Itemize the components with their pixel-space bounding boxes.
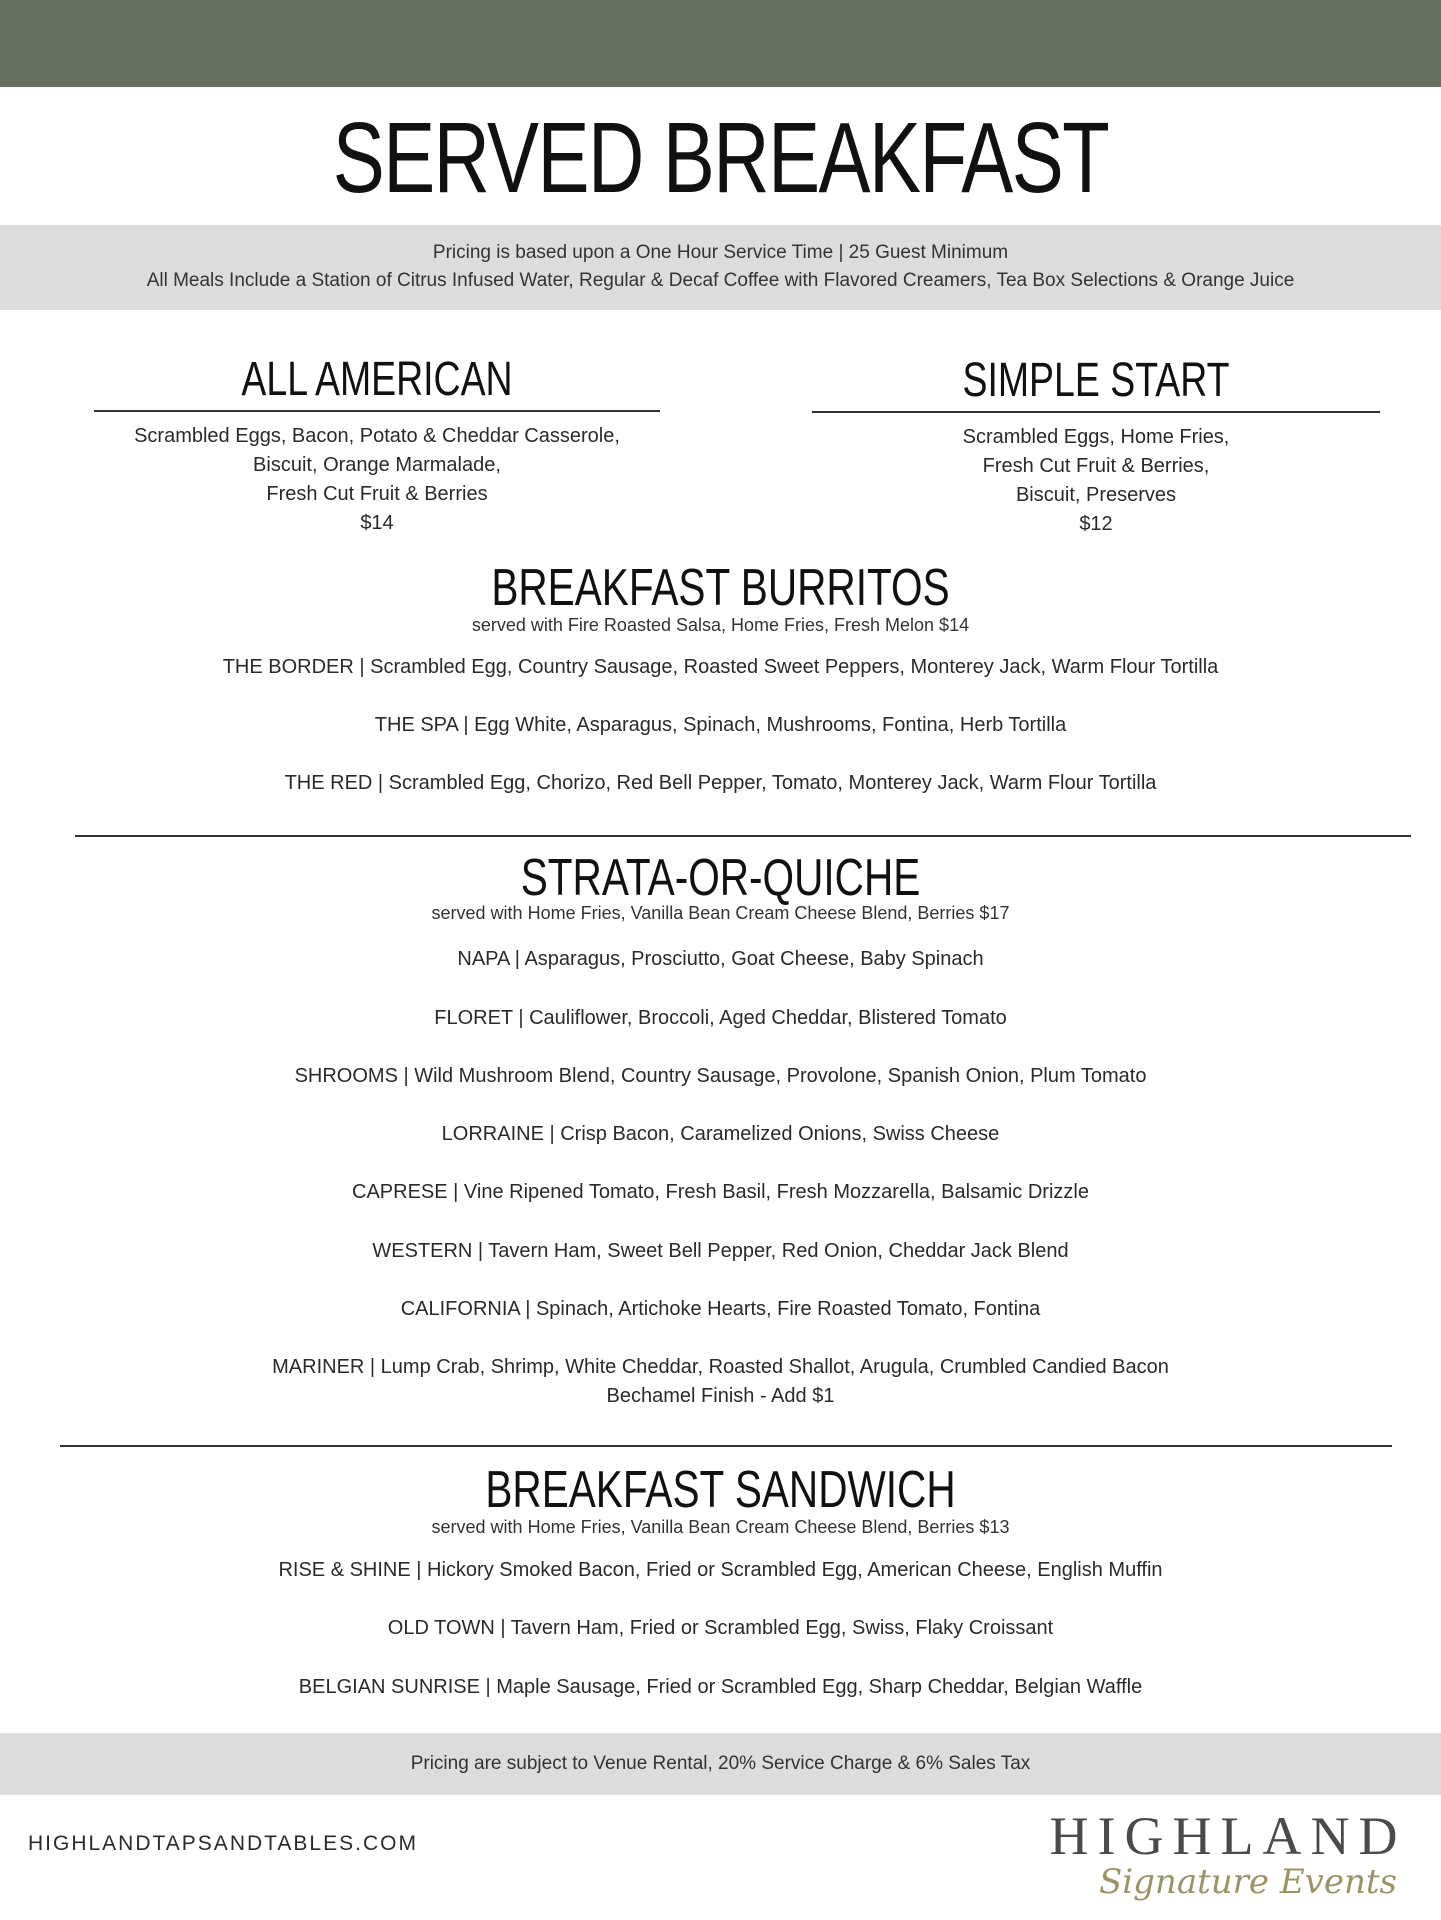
simple-start-line: Scrambled Eggs, Home Fries, [962,426,1230,448]
simple-start-section [812,355,1380,539]
info-line-pricing: Pricing is based upon a One Hour Service Time | 25 Guest Minimum [432,242,1009,263]
burrito-item: THE RED | Scrambled Egg, Chorizo, Red Bell Pepper, Tomato, Monterey Jack, Warm Flour Tortilla [284,772,1157,794]
sandwich-title: BREAKFAST SANDWICH [485,1461,956,1519]
all-american-line: Biscuit, Orange Marmalade, [253,454,501,476]
info-banner [0,225,1441,310]
simple-start-title: SIMPLE START [962,354,1230,407]
strata-item: CAPRESE | Vine Ripened Tomato, Fresh Basil, Fresh Mozzarella, Balsamic Drizzle [352,1181,1089,1203]
all-american-rule [94,410,660,412]
strata-item: WESTERN | Tavern Ham, Sweet Bell Pepper, Red Onion, Cheddar Jack Blend [372,1240,1069,1262]
simple-start-line: Biscuit, Preserves [1015,484,1177,506]
strata-subtitle: served with Home Fries, Vanilla Bean Cream Cheese Blend, Berries $17 [431,903,1010,923]
burritos-subtitle: served with Fire Roasted Salsa, Home Fries, Fresh Melon $14 [471,615,970,635]
simple-start-line: Fresh Cut Fruit & Berries, [982,455,1210,477]
burritos-title: BREAKFAST BURRITOS [491,559,950,617]
all-american-section [94,354,660,538]
section-divider [60,1445,1392,1447]
all-american-title: ALL AMERICAN [241,353,513,406]
top-color-band [0,0,1441,87]
section-divider [75,835,1411,837]
strata-title: STRATA-OR-QUICHE [520,849,921,907]
pricing-notice-banner: Pricing are subject to Venue Rental, 20% Service Charge & 6% Sales Tax [0,1733,1441,1795]
strata-item: FLORET | Cauliflower, Broccoli, Aged Cheddar, Blistered Tomato [434,1007,1007,1029]
strata-item: CALIFORNIA | Spinach, Artichoke Hearts, Fire Roasted Tomato, Fontina [400,1298,1041,1320]
burrito-item: THE BORDER | Scrambled Egg, Country Sausage, Roasted Sweet Peppers, Monterey Jack, Warm Flour Tortilla [222,656,1219,678]
strata-item: SHROOMS | Wild Mushroom Blend, Country Sausage, Provolone, Spanish Onion, Plum Tomato [294,1065,1147,1087]
sandwich-item: BELGIAN SUNRISE | Maple Sausage, Fried or Scrambled Egg, Sharp Cheddar, Belgian Waffle [298,1676,1143,1698]
all-american-line: Fresh Cut Fruit & Berries [266,483,488,505]
info-line-included: All Meals Include a Station of Citrus Infused Water, Regular & Decaf Coffee with Flavored Creamers, Tea Box Selections & Orange Juice [146,270,1295,291]
website-link[interactable]: HIGHLANDTAPSANDTABLES.COM [28,1832,418,1855]
highland-logo [1038,1806,1418,1916]
logo-script-text: Signature Events [1099,1862,1397,1902]
simple-start-price: $12 [1079,513,1113,535]
all-american-line: Scrambled Eggs, Bacon, Potato & Cheddar Casserole, [134,425,620,447]
page-title: SERVED BREAKFAST [332,102,1109,214]
strata-item: MARINER | Lump Crab, Shrimp, White Cheddar, Roasted Shallot, Arugula, Crumbled Candied Bacon [272,1356,1169,1378]
simple-start-rule [812,411,1380,413]
logo-wordmark: HIGHLAND [1049,1806,1407,1866]
strata-mariner-note: Bechamel Finish - Add $1 [606,1385,835,1407]
burrito-item: THE SPA | Egg White, Asparagus, Spinach, Mushrooms, Fontina, Herb Tortilla [374,714,1067,736]
sandwich-subtitle: served with Home Fries, Vanilla Bean Cream Cheese Blend, Berries $13 [431,1517,1010,1537]
strata-item: NAPA | Asparagus, Prosciutto, Goat Cheese, Baby Spinach [457,948,984,970]
strata-item: LORRAINE | Crisp Bacon, Caramelized Onions, Swiss Cheese [441,1123,1000,1145]
sandwich-item: RISE & SHINE | Hickory Smoked Bacon, Fried or Scrambled Egg, American Cheese, English Muffin [278,1559,1163,1581]
sandwich-item: OLD TOWN | Tavern Ham, Fried or Scrambled Egg, Swiss, Flaky Croissant [387,1617,1054,1639]
all-american-price: $14 [360,512,394,534]
